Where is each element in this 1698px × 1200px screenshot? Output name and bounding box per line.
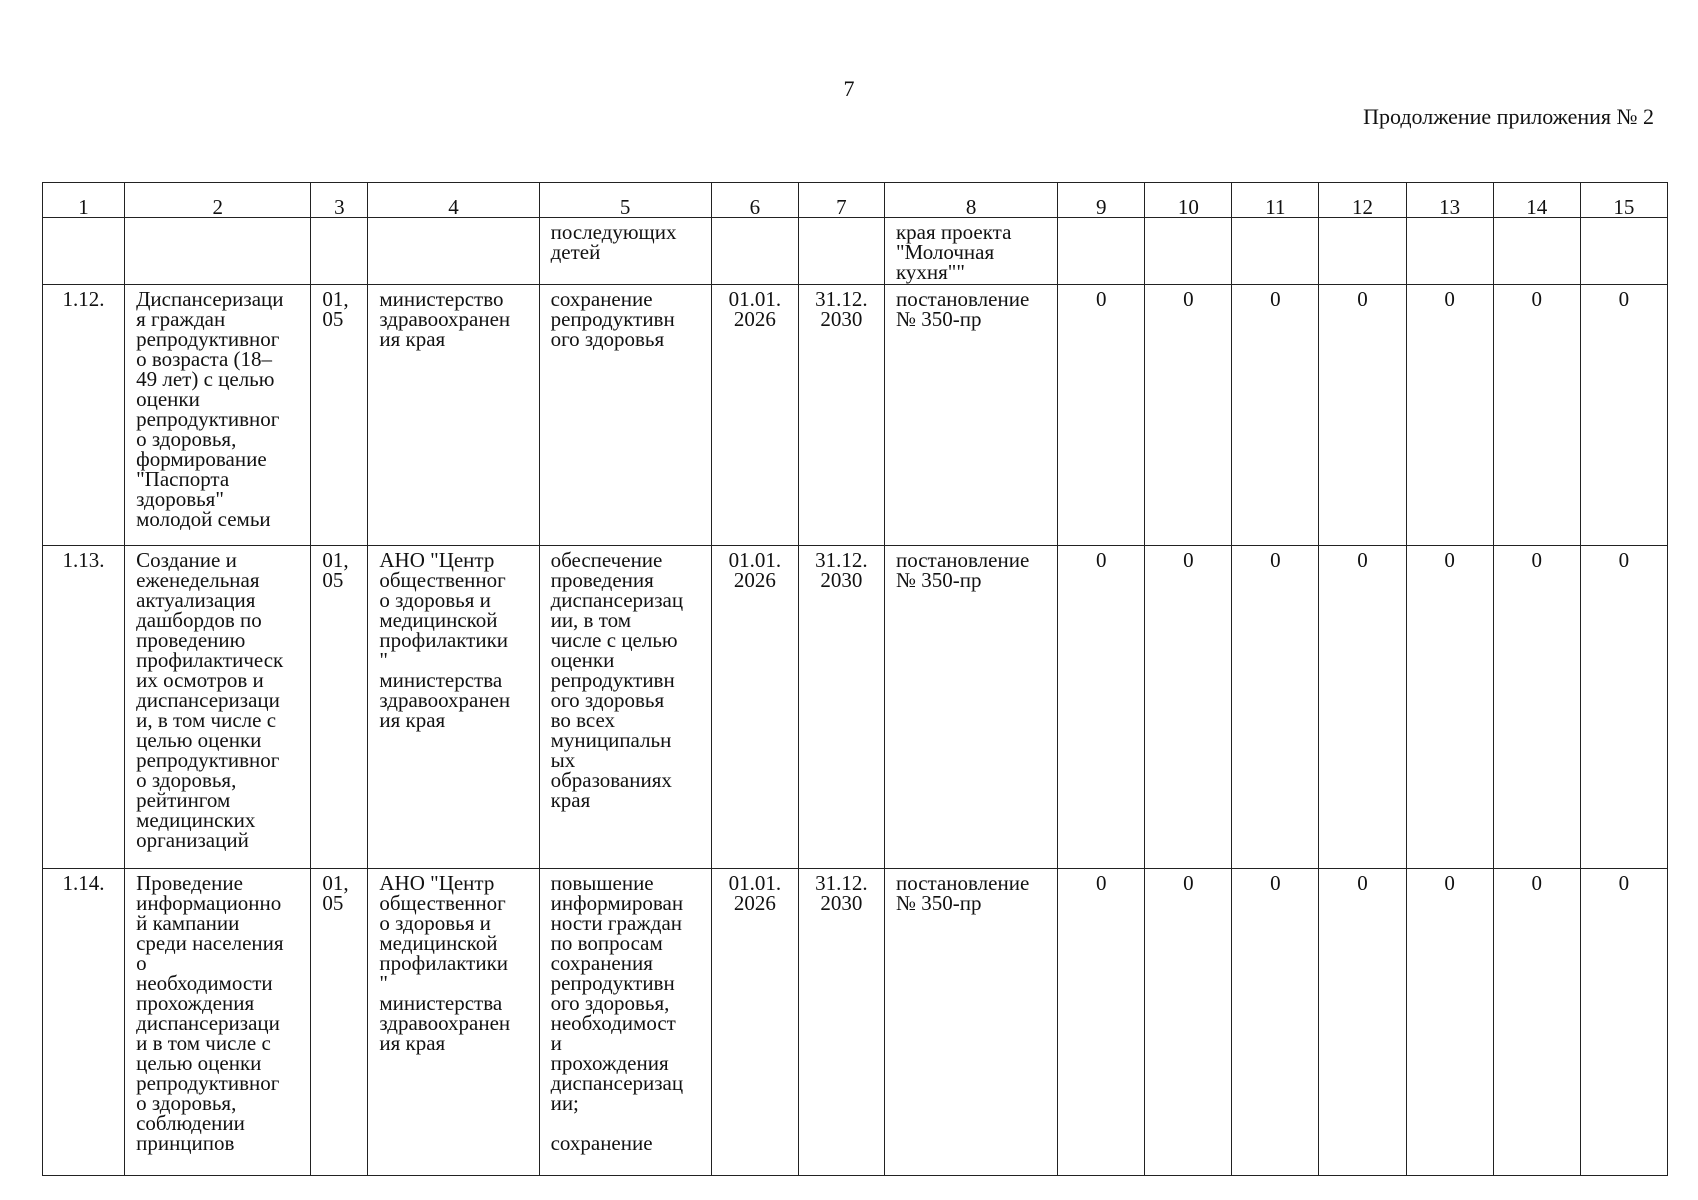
text-line: 2030 xyxy=(820,307,863,331)
text-line: сохранения xyxy=(550,951,653,975)
text-line: кухня"" xyxy=(895,260,965,284)
value-cell: 0 xyxy=(1319,285,1406,546)
text-line: общественног xyxy=(379,568,506,592)
text-line: и, в том числе с xyxy=(136,708,277,732)
text-line: по вопросам xyxy=(550,931,663,955)
empty-cell xyxy=(43,218,125,285)
text-line: " xyxy=(379,648,388,672)
text-line: диспансеризаци xyxy=(136,688,280,712)
text-line: 2026 xyxy=(733,891,776,915)
empty-cell xyxy=(1406,218,1493,285)
text-line: проведения xyxy=(550,568,654,592)
text-line: министерство xyxy=(379,287,504,311)
text-line: № 350-пр xyxy=(895,307,982,331)
text-line: целью оценки xyxy=(136,728,262,752)
text-line: дашбордов по xyxy=(136,608,262,632)
text-line: постановление xyxy=(895,548,1030,572)
text-line: необходимости xyxy=(136,971,273,995)
text-line: муниципальн xyxy=(550,728,672,752)
text-line: края проекта xyxy=(895,220,1012,244)
text-line: 2030 xyxy=(820,568,863,592)
header-cell: 5 xyxy=(539,183,711,218)
continued-result-cell xyxy=(539,218,711,285)
header-cell: 12 xyxy=(1319,183,1406,218)
header-cell: 9 xyxy=(1058,183,1145,218)
codes-cell xyxy=(311,546,368,869)
activities-table xyxy=(42,182,1668,1176)
text-line: во всех xyxy=(550,708,616,732)
header-cell: 13 xyxy=(1406,183,1493,218)
text-line: 01, xyxy=(322,548,349,572)
text-line: репродуктивног xyxy=(136,1071,280,1095)
table-row xyxy=(43,546,1668,869)
text-line: диспансеризац xyxy=(550,1071,684,1095)
text-line: 05 xyxy=(322,307,344,331)
header-cell: 7 xyxy=(798,183,884,218)
text-line: числе с целью xyxy=(550,628,678,652)
value-cell: 0 xyxy=(1145,285,1232,546)
empty-cell xyxy=(368,218,539,285)
text-line: образованиях xyxy=(550,768,672,792)
header-cell: 14 xyxy=(1493,183,1580,218)
empty-cell xyxy=(1058,218,1145,285)
text-line: ия края xyxy=(379,708,446,732)
codes-cell xyxy=(311,285,368,546)
empty-cell xyxy=(711,218,798,285)
text-line: 49 лет) с целью xyxy=(136,367,275,391)
text-line: 01.01. xyxy=(728,871,782,895)
text-line: профилактическ xyxy=(136,648,284,672)
start-date-cell xyxy=(711,546,798,869)
basis-cell xyxy=(884,546,1057,869)
table-row xyxy=(43,869,1668,1176)
text-line: обеспечение xyxy=(550,548,663,572)
page-number: 7 xyxy=(843,76,855,101)
text-line: министерства xyxy=(379,668,503,692)
header-cell: 10 xyxy=(1145,183,1232,218)
executor-cell xyxy=(368,869,539,1176)
end-date-cell xyxy=(798,546,884,869)
text-line: ии, в том xyxy=(550,608,632,632)
text-line: медицинских xyxy=(136,808,256,832)
text-line: 01.01. xyxy=(728,287,782,311)
text-line: профилактики xyxy=(379,951,509,975)
row-number-cell: 1.13. xyxy=(43,546,125,869)
text-line: о возраста (18– xyxy=(136,347,273,371)
text-line: проведению xyxy=(136,628,246,652)
text-line: ых xyxy=(550,748,576,772)
text-line: ого здоровья xyxy=(550,688,665,712)
text-line: Проведение xyxy=(136,871,243,895)
text-line: о здоровья, xyxy=(136,768,237,792)
end-date-cell xyxy=(798,869,884,1176)
text-line: прохождения xyxy=(136,991,255,1015)
header-cell: 1 xyxy=(43,183,125,218)
value-cell: 0 xyxy=(1580,546,1667,869)
continued-basis-cell xyxy=(884,218,1057,285)
text-line: медицинской xyxy=(379,608,498,632)
text-line xyxy=(551,1113,707,1133)
empty-cell xyxy=(1145,218,1232,285)
text-line: соблюдении xyxy=(136,1111,245,1135)
text-line: о здоровья и xyxy=(379,911,491,935)
text-line: 01, xyxy=(322,287,349,311)
text-line: диспансеризаци xyxy=(136,1011,280,1035)
text-line: Диспансеризаци xyxy=(136,287,284,311)
start-date-cell xyxy=(711,869,798,1176)
text-line: здравоохранен xyxy=(379,307,511,331)
start-date-cell xyxy=(711,285,798,546)
text-line: репродуктивног xyxy=(136,327,280,351)
activity-name-cell xyxy=(125,869,311,1176)
empty-cell xyxy=(125,218,311,285)
activity-name-cell xyxy=(125,546,311,869)
empty-cell xyxy=(1319,218,1406,285)
basis-cell xyxy=(884,285,1057,546)
text-line: 31.12. xyxy=(815,287,868,311)
text-line: прохождения xyxy=(550,1051,669,1075)
text-line: информирован xyxy=(550,891,684,915)
text-line: репродуктивн xyxy=(550,668,675,692)
result-cell xyxy=(539,546,711,869)
text-line: АНО "Центр xyxy=(379,871,495,895)
text-line: профилактики xyxy=(379,628,509,652)
value-cell: 0 xyxy=(1319,869,1406,1176)
text-line: и xyxy=(550,1031,562,1055)
text-line: целью оценки xyxy=(136,1051,262,1075)
header-cell: 6 xyxy=(711,183,798,218)
continued-row xyxy=(43,218,1668,285)
value-cell: 0 xyxy=(1232,869,1319,1176)
codes-cell xyxy=(311,869,368,1176)
header-cell: 11 xyxy=(1232,183,1319,218)
text-line: здравоохранен xyxy=(379,1011,511,1035)
header-cell: 2 xyxy=(125,183,311,218)
text-line: 2026 xyxy=(733,568,776,592)
text-line: 31.12. xyxy=(815,871,868,895)
value-cell: 0 xyxy=(1232,285,1319,546)
text-line: репродуктивн xyxy=(550,307,675,331)
text-line: 01.01. xyxy=(728,548,782,572)
result-cell xyxy=(539,285,711,546)
text-line: 31.12. xyxy=(815,548,868,572)
empty-cell xyxy=(1493,218,1580,285)
text-line: о xyxy=(136,951,147,975)
column-number-header-row xyxy=(43,183,1668,218)
value-cell: 0 xyxy=(1580,285,1667,546)
header-cell: 3 xyxy=(311,183,368,218)
text-line: актуализация xyxy=(136,588,256,612)
text-line: среди населения xyxy=(136,931,284,955)
empty-cell xyxy=(798,218,884,285)
text-line: 2030 xyxy=(820,891,863,915)
result-cell xyxy=(539,869,711,1176)
text-line: ого здоровья xyxy=(550,327,665,351)
text-line: репродуктивног xyxy=(136,407,280,431)
value-cell: 0 xyxy=(1232,546,1319,869)
text-line: № 350-пр xyxy=(895,568,982,592)
text-line: ности граждан xyxy=(550,911,683,935)
text-line: "Паспорта xyxy=(136,467,230,491)
activity-name-cell xyxy=(125,285,311,546)
text-line: я граждан xyxy=(136,307,226,331)
text-line: о здоровья, xyxy=(136,1091,237,1115)
text-line: оценки xyxy=(136,387,200,411)
end-date-cell xyxy=(798,285,884,546)
text-line: 05 xyxy=(322,891,344,915)
basis-cell xyxy=(884,869,1057,1176)
text-line: о здоровья, xyxy=(136,427,237,451)
text-line: медицинской xyxy=(379,931,498,955)
text-line: принципов xyxy=(136,1131,235,1155)
text-line: ого здоровья, xyxy=(550,991,670,1015)
value-cell: 0 xyxy=(1058,285,1145,546)
text-line: оценки xyxy=(550,648,615,672)
text-line: 2026 xyxy=(733,307,776,331)
appendix-continuation-label: Продолжение приложения № 2 xyxy=(1363,104,1654,129)
text-line: Создание и xyxy=(136,548,237,572)
text-line: молодой семьи xyxy=(136,507,271,531)
text-line: постановление xyxy=(895,871,1030,895)
empty-cell xyxy=(1580,218,1667,285)
text-line: " xyxy=(379,971,388,995)
text-line: "Молочная xyxy=(895,240,995,264)
text-line: их осмотров и xyxy=(136,668,264,692)
text-line: еженедельная xyxy=(136,568,260,592)
text-line: й кампании xyxy=(136,911,240,935)
text-line: общественног xyxy=(379,891,506,915)
value-cell: 0 xyxy=(1145,546,1232,869)
text-line: необходимост xyxy=(550,1011,676,1035)
text-line: постановление xyxy=(895,287,1030,311)
value-cell: 0 xyxy=(1058,546,1145,869)
executor-cell xyxy=(368,546,539,869)
text-line: края xyxy=(550,788,591,812)
text-line: АНО "Центр xyxy=(379,548,495,572)
text-line: сохранение xyxy=(550,287,653,311)
text-line: репродуктивн xyxy=(550,971,675,995)
value-cell: 0 xyxy=(1406,285,1493,546)
text-line: о здоровья и xyxy=(379,588,491,612)
value-cell: 0 xyxy=(1580,869,1667,1176)
text-line: здравоохранен xyxy=(379,688,511,712)
value-cell: 0 xyxy=(1319,546,1406,869)
value-cell: 0 xyxy=(1493,869,1580,1176)
executor-cell xyxy=(368,285,539,546)
value-cell: 0 xyxy=(1493,285,1580,546)
text-line: повышение xyxy=(550,871,654,895)
row-number-cell: 1.12. xyxy=(43,285,125,546)
text-line: сохранение xyxy=(550,1131,653,1155)
empty-cell xyxy=(1232,218,1319,285)
text-line: 05 xyxy=(322,568,344,592)
text-line: рейтингом xyxy=(136,788,231,812)
value-cell: 0 xyxy=(1058,869,1145,1176)
text-line: 01, xyxy=(322,871,349,895)
text-line: здоровья" xyxy=(136,487,224,511)
value-cell: 0 xyxy=(1406,869,1493,1176)
text-line: ии; xyxy=(550,1091,579,1115)
row-number-cell: 1.14. xyxy=(43,869,125,1176)
empty-cell xyxy=(311,218,368,285)
header-cell: 4 xyxy=(368,183,539,218)
text-line: ия края xyxy=(379,327,446,351)
value-cell: 0 xyxy=(1406,546,1493,869)
header-cell: 15 xyxy=(1580,183,1667,218)
text-line: организаций xyxy=(136,828,249,852)
text-line: диспансеризац xyxy=(550,588,684,612)
text-line: формирование xyxy=(136,447,267,471)
text-line: и в том числе с xyxy=(136,1031,271,1055)
text-line: детей xyxy=(550,240,601,264)
text-line: информационно xyxy=(136,891,282,915)
table-row xyxy=(43,285,1668,546)
value-cell: 0 xyxy=(1145,869,1232,1176)
text-line: ия края xyxy=(379,1031,446,1055)
text-line: министерства xyxy=(379,991,503,1015)
text-line: № 350-пр xyxy=(895,891,982,915)
header-cell: 8 xyxy=(884,183,1057,218)
value-cell: 0 xyxy=(1493,546,1580,869)
text-line: последующих xyxy=(550,220,677,244)
text-line: репродуктивног xyxy=(136,748,280,772)
